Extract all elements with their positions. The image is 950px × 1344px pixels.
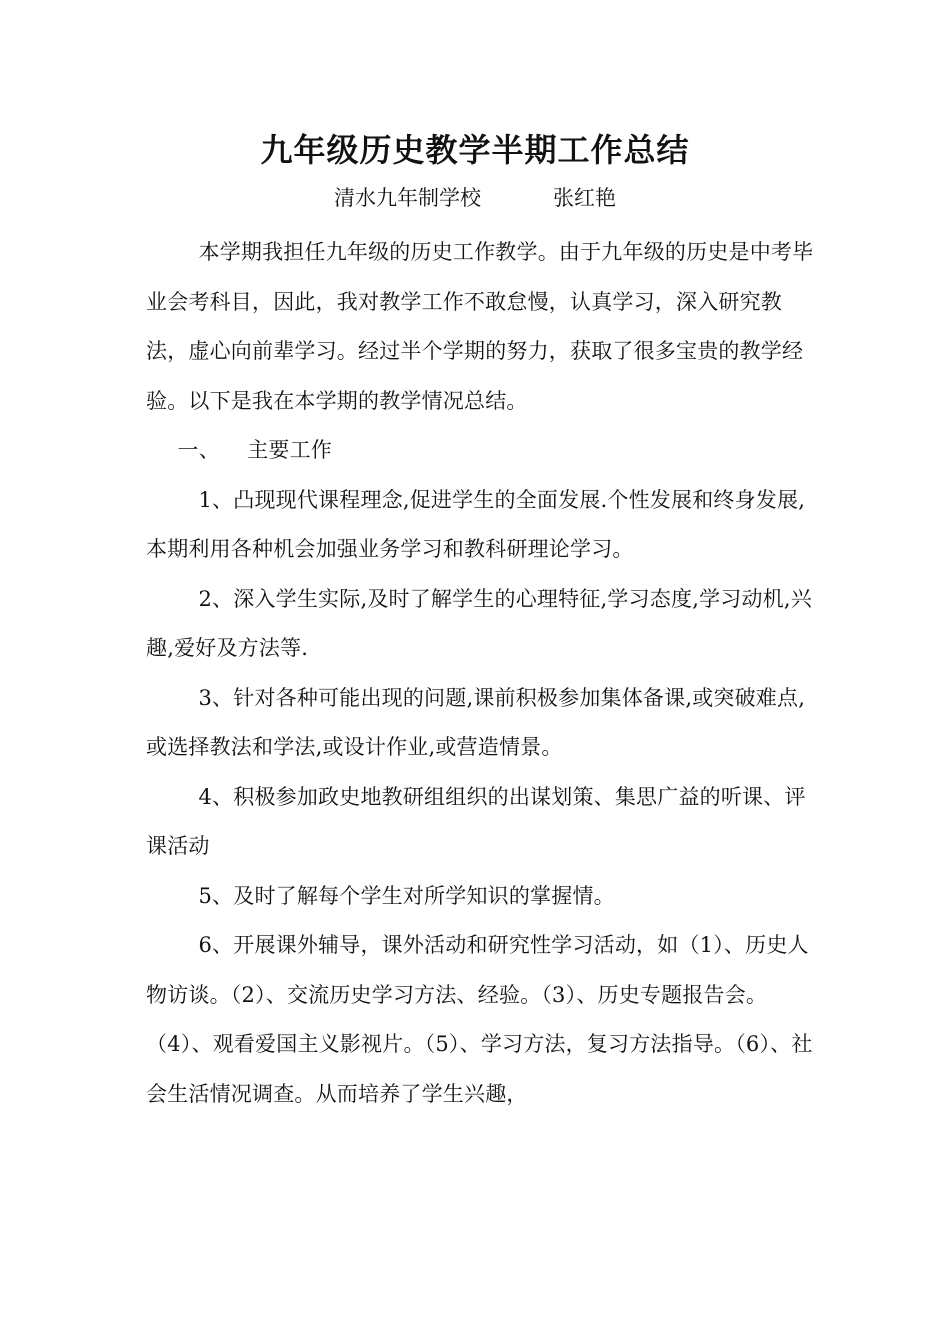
work-item-6: 6、开展课外辅导，课外活动和研究性学习活动，如（1）、历史人物访谈。（2）、交流历史学习方法、经验。（3）、历史专题报告会。（4）、观看爱国主义影视片。（5）、学习方法，复习方法指导。（6）、社会生活情况调查。从而培养了学生兴趣， <box>146 933 813 1106</box>
intro-paragraph: 本学期我担任九年级的历史工作教学。由于九年级的历史是中考毕业会考科目，因此，我对教学工作不敢怠慢，认真学习，深入研究教法，虚心向前辈学习。经过半个学期的努力，获取了很多宝贵的教学经验。以下是我在本学期的教学情况总结。 <box>146 240 814 413</box>
work-item-4: 4、积极参加政史地教研组组织的出谋划策、集思广益的听课、评课活动 <box>146 784 806 858</box>
section-number: 一、 <box>177 438 220 462</box>
school-name: 清水九年制学校 <box>334 186 481 210</box>
document-body <box>146 228 814 1119</box>
work-item-1: 1、凸现现代课程理念,促进学生的全面发展.个性发展和终身发展,本期利用各种机会加强业务学习和教科研理论学习。 <box>146 487 806 561</box>
section-title: 主要工作 <box>247 438 333 462</box>
document-title: 九年级历史教学半期工作总结 <box>260 131 690 169</box>
work-item-2: 2、深入学生实际,及时了解学生的心理特征,学习态度,学习动机,兴趣,爱好及方法等. <box>146 586 812 660</box>
work-item-3: 3、针对各种可能出现的问题,课前积极参加集体备课,或突破难点,或选择教法和学法,或设计作业,或营造情景。 <box>146 685 806 759</box>
author-name: 张红艳 <box>553 186 616 210</box>
section-heading <box>146 426 814 476</box>
work-item-5: 5、及时了解每个学生对所学知识的掌握情。 <box>198 883 615 908</box>
byline <box>0 180 950 216</box>
